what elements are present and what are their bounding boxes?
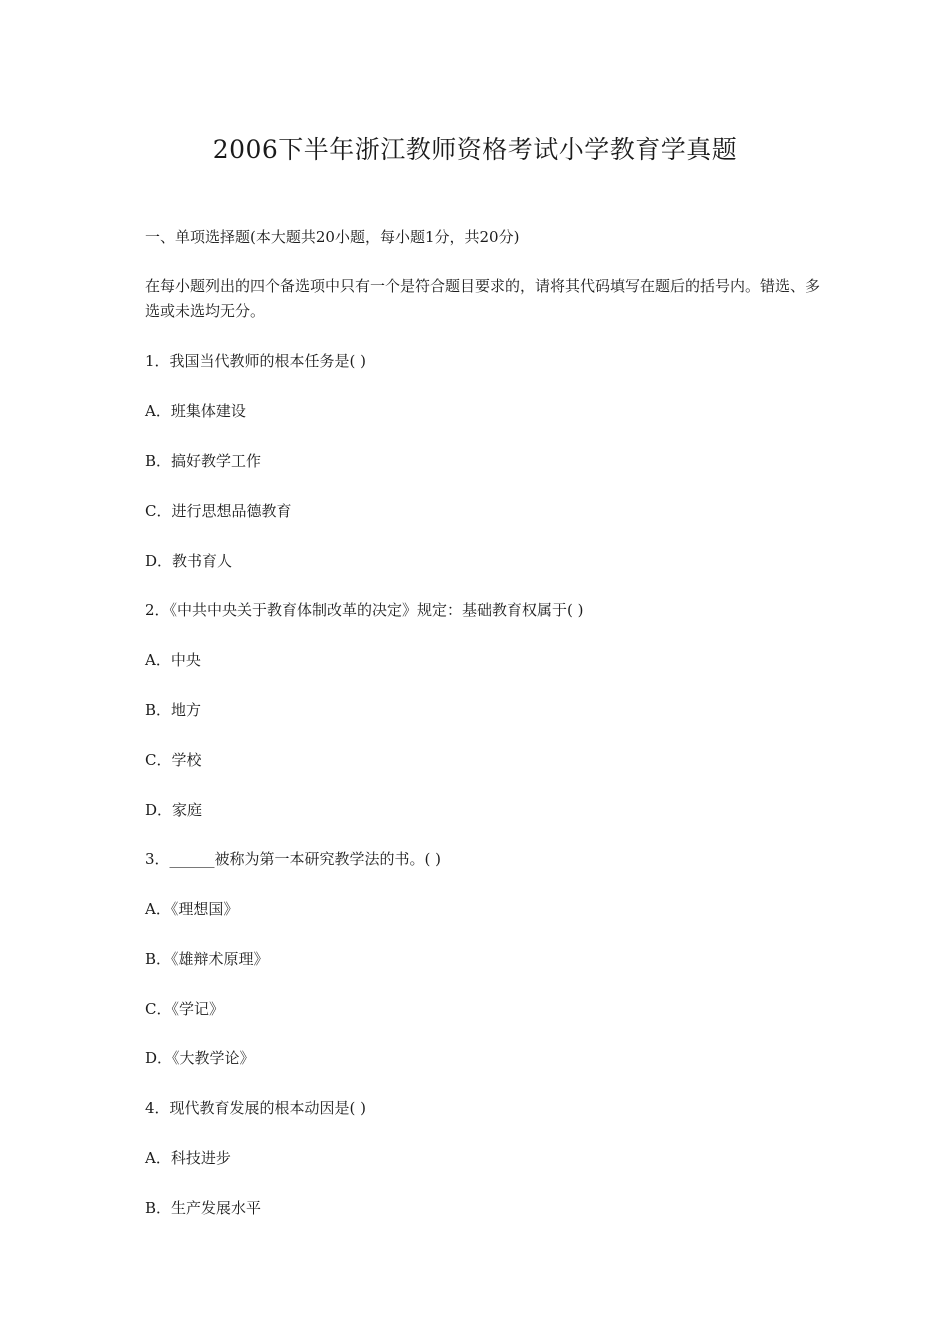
answer-option: B．地方 bbox=[145, 701, 202, 719]
answer-option: B．生产发展水平 bbox=[145, 1199, 262, 1217]
answer-option: B．《雄辩术原理》 bbox=[145, 950, 269, 968]
question-stem: 3．______被称为第一本研究教学法的书。( ) bbox=[145, 850, 442, 868]
question-stem: 4．现代教育发展的根本动因是( ) bbox=[145, 1099, 367, 1117]
answer-option: A．班集体建设 bbox=[145, 402, 246, 420]
answer-option: D．教书育人 bbox=[145, 552, 233, 570]
answer-option: C．学校 bbox=[145, 751, 202, 769]
answer-option: A．《理想国》 bbox=[145, 900, 239, 918]
answer-option: B．搞好教学工作 bbox=[145, 452, 262, 470]
question-stem: 2．《中共中央关于教育体制改革的决定》规定：基础教育权属于( ) bbox=[145, 601, 584, 619]
instructions-paragraph: 在每小题列出的四个备选项中只有一个是符合题目要求的，请将其代码填写在题后的括号内。错选、多选或未选均无分。 bbox=[145, 277, 821, 320]
answer-option: D．家庭 bbox=[145, 801, 203, 819]
answer-option: C．《学记》 bbox=[145, 1000, 224, 1018]
answer-option: A．中央 bbox=[145, 651, 201, 669]
section-heading: 一、单项选择题(本大题共20小题，每小题1分，共20分) bbox=[145, 228, 520, 246]
answer-option: D．《大教学论》 bbox=[145, 1049, 255, 1067]
answer-option: A．科技进步 bbox=[145, 1149, 231, 1167]
document-title: 2006下半年浙江教师资格考试小学教育学真题 bbox=[212, 135, 738, 164]
question-stem: 1．我国当代教师的根本任务是( ) bbox=[145, 352, 367, 370]
answer-option: C．进行思想品德教育 bbox=[145, 502, 292, 520]
